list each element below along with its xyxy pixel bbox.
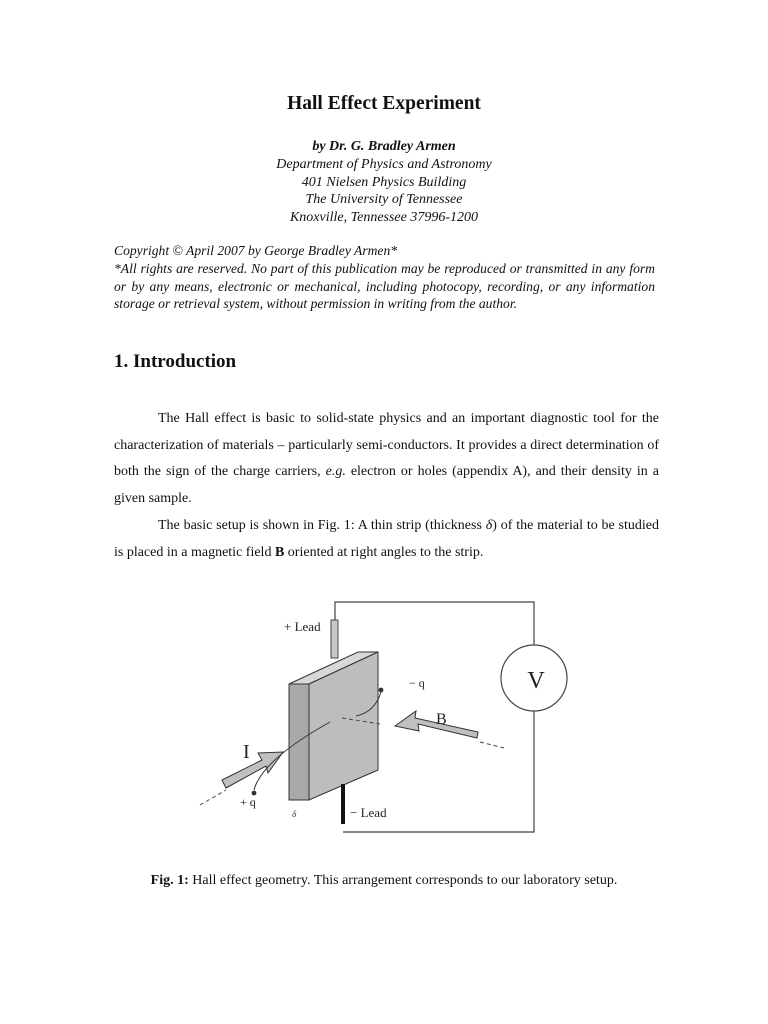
minus-charge-label: − q [409,676,425,690]
affiliation-university: The University of Tennessee [305,192,463,207]
minus-charge [379,688,384,693]
para1-text-a: The Hall effect is basic to solid-state physics and an important diagnostic tool for the characterization of materials – particularly semi-conductors. It provides a direct determination of both the sign of the charge carriers, [114,411,659,479]
caption-label: Fig. 1: [150,873,189,888]
current-label: I [243,741,250,763]
plus-lead-label: + Lead [284,619,321,634]
para1-eg: e.g. [325,464,346,479]
delta-label: δ [292,809,297,819]
affiliation-department: Department of Physics and Astronomy [276,157,492,172]
minus-lead [341,784,345,824]
para2-text-a: The basic setup is shown in Fig. 1: A thin strip (thickness [158,518,486,533]
copyright-line: Copyright © April 2007 by George Bradley Armen* [114,243,398,258]
section-heading: 1. Introduction [114,351,237,372]
voltmeter-label: V [527,668,545,694]
affiliation-city: Knoxville, Tennessee 37996-1200 [289,210,479,225]
page-title: Hall Effect Experiment [287,93,481,114]
minus-lead-label: − Lead [350,805,387,820]
intro-paragraph-2 [114,513,659,566]
para2-delta: δ [485,518,493,533]
para1-text-b: electron or holes (appendix A), and their density in a given sample. [114,464,659,506]
figure-caption [0,873,768,889]
author-line: by Dr. G. Bradley Armen [312,139,456,154]
affiliation-building: 401 Nielsen Physics Building [301,175,467,190]
hall-effect-figure [190,595,580,845]
para2-text-c: oriented at right angles to the strip. [284,544,484,560]
field-label: B [436,711,447,728]
current-arrow [222,752,283,788]
slab-side [289,684,309,800]
para2-text-b: ) of the material to be studied is placed in a magnetic field [114,518,660,560]
copyright-block [114,242,655,313]
intro-paragraph-1 [114,406,659,512]
plus-lead [331,620,338,658]
para2-bold-b: B [274,544,285,560]
plus-charge-label: + q [240,795,256,809]
caption-text: Hall effect geometry. This arrangement corresponds to our laboratory setup. [188,873,618,888]
rights-notice: *All rights are reserved. No part of this publication may be reproduced or transmitted in any form or by any means, electronic or mechanical, including photocopy, recording, or any information storage or retrieval system, without permission in writing from the author. [114,260,655,312]
